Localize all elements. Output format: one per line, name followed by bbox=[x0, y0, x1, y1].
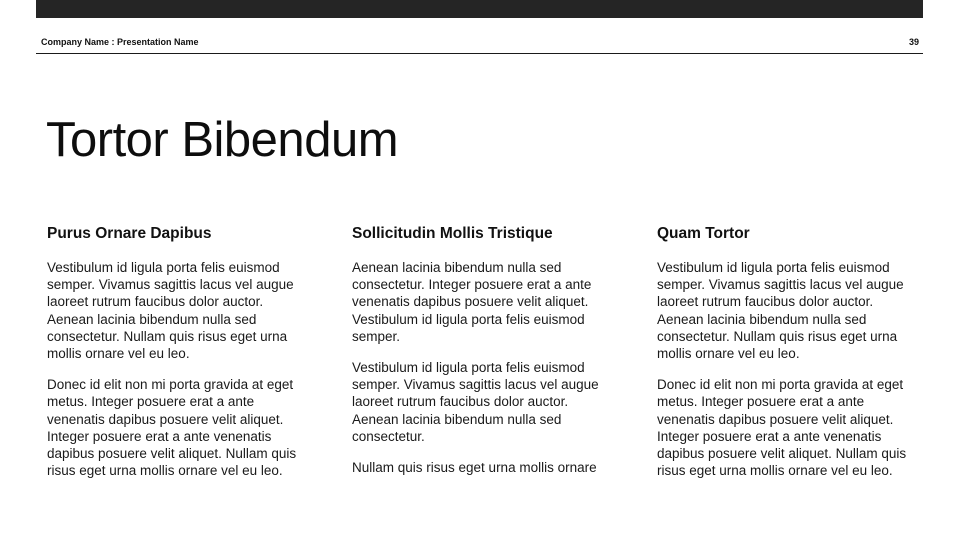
body-paragraph: Aenean lacinia bibendum nulla sed consectetur. Integer posuere erat a ante venenatis dapibus posuere velit aliquet. Vestibulum id ligula porta felis euismod semper. bbox=[352, 260, 592, 344]
column-heading: Purus Ornare Dapibus bbox=[47, 225, 212, 242]
presentation-title: Company Name : Presentation Name bbox=[41, 37, 199, 47]
body-paragraph: Donec id elit non mi porta gravida at eget metus. Integer posuere erat a ante venenatis dapibus posuere velit aliquet. Integer posuere erat a ante venenatis dapibus posuere velit aliquet. Nullam quis risus eget urna mollis ornare vel eu leo. bbox=[657, 377, 907, 479]
body-paragraph: Donec id elit non mi porta gravida at eget metus. Integer posuere erat a ante venenatis dapibus posuere velit aliquet. Integer posuere erat a ante venenatis dapibus posuere velit aliquet. Nullam quis risus eget urna mollis ornare vel eu leo. bbox=[47, 377, 297, 479]
text-column-3 bbox=[657, 224, 919, 493]
column-heading: Quam Tortor bbox=[657, 225, 750, 242]
body-paragraph: Nullam quis risus eget urna mollis ornare bbox=[352, 460, 597, 476]
column-heading: Sollicitudin Mollis Tristique bbox=[352, 225, 553, 242]
body-paragraph: Vestibulum id ligula porta felis euismod semper. Vivamus sagittis lacus vel augue laoreet rutrum faucibus dolor auctor. Aenean lacinia bibendum nulla sed consectetur. bbox=[352, 360, 599, 444]
text-column-2 bbox=[352, 224, 614, 490]
page-number: 39 bbox=[908, 37, 919, 47]
slide-title: Tortor Bibendum bbox=[46, 113, 399, 167]
body-paragraph: Vestibulum id ligula porta felis euismod semper. Vivamus sagittis lacus vel augue laoreet rutrum faucibus dolor auctor. Aenean lacinia bibendum nulla sed consectetur. Nullam quis risus eget urna mollis ornare vel eu leo. bbox=[657, 260, 904, 362]
body-paragraph: Vestibulum id ligula porta felis euismod semper. Vivamus sagittis lacus vel augue laoreet rutrum faucibus dolor auctor. Aenean lacinia bibendum nulla sed consectetur. Nullam quis risus eget urna mollis ornare vel eu leo. bbox=[47, 260, 294, 362]
text-column-1 bbox=[47, 224, 309, 493]
top-bar bbox=[36, 0, 923, 18]
slide-header bbox=[36, 36, 923, 54]
